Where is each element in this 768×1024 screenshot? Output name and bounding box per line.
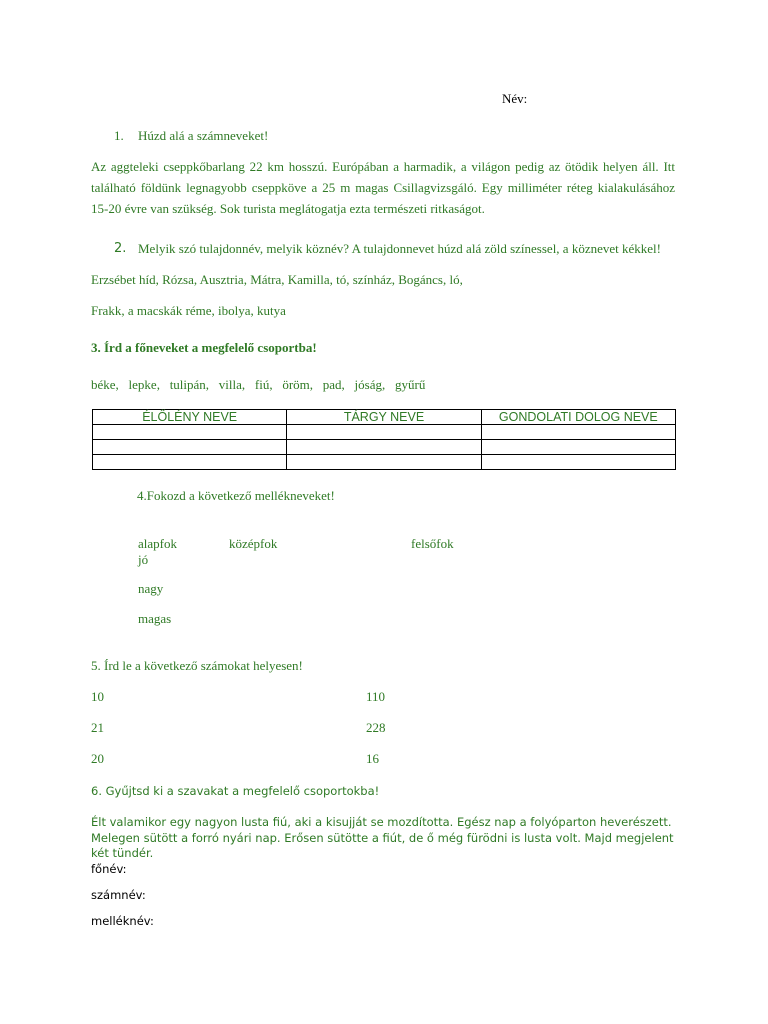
task1-number: 1. [114,128,124,143]
adjective-word: jó [138,552,149,567]
table-cell[interactable] [93,455,287,470]
task2-line2: Frakk, a macskák réme, ibolya, kutya [91,303,286,318]
task2-line1: Erzsébet híd, Rózsa, Ausztria, Mátra, Kamilla, tó, színház, Bogáncs, ló, [91,272,463,287]
number-item: 228 [366,720,386,735]
table-header-row [93,410,676,425]
task1-title: Húzd alá a számneveket! [138,128,269,143]
number-item: 110 [366,689,386,704]
table-header-abstract: GONDOLATI DOLOG NEVE [481,410,675,425]
noun-category-table [92,409,676,470]
table-cell[interactable] [481,425,675,440]
table-cell[interactable] [481,440,675,455]
name-label: Név: [502,91,528,106]
table-cell[interactable] [287,440,481,455]
task2-number: 2. [114,241,127,256]
table-row [93,455,676,470]
table-cell[interactable] [93,440,287,455]
label-numeral: számnév: [91,888,146,902]
table-cell[interactable] [287,425,481,440]
table-row [93,425,676,440]
task3-title: 3. Írd a főneveket a megfelelő csoportba! [91,340,317,355]
task5-title: 5. Írd le a következő számokat helyesen! [91,658,303,673]
table-header-object: TÁRGY NEVE [287,410,481,425]
table-row [93,440,676,455]
task6-title: 6. Gyűjtsd ki a szavakat a megfelelő csoportokba! [91,784,380,798]
number-item: 21 [91,720,104,735]
task4-title: 4.Fokozd a következő mellékneveket! [137,488,335,503]
table-cell[interactable] [93,425,287,440]
table-header-living: ÉLŐLÉNY NEVE [93,410,287,425]
label-adjective: melléknév: [91,914,154,928]
adjective-word: magas [138,611,172,626]
table-cell[interactable] [481,455,675,470]
task6-text: Élt valamikor egy nagyon lusta fiú, aki a kisujját se mozdította. Egész nap a folyóparton heverészett. Melegen sütött a forró nyári nap. Erősen sütötte a fiút, de ő még fürödni is lusta volt. Majd megjelent két tündér. [91,815,674,860]
degree-basic-label: alapfok [138,536,177,551]
task2-title: Melyik szó tulajdonnév, melyik köznév? A tulajdonnevet húzd alá zöld színessel, a köznevet kékkel! [138,241,661,256]
number-item: 16 [366,751,379,766]
degree-superlative-label: felsőfok [411,536,454,551]
task3-words: béke, lepke, tulipán, villa, fiú, öröm, pad, jóság, gyűrű [91,377,426,392]
label-noun: főnév: [91,862,127,876]
table-cell[interactable] [287,455,481,470]
number-item: 10 [91,689,104,704]
degree-comparative-label: középfok [229,536,278,551]
task1-text: Az aggteleki cseppkőbarlang 22 km hosszú. Európában a harmadik, a világon pedig az ötödik helyen áll. Itt található földünk legnagyobb cseppköve a 25 m magas Csillagvizsgáló. Egy milliméter réteg kialakulásához 15-20 évre van szükség. Sok turista meglátogatja ezta természeti ritkaságot. [91,159,675,216]
number-item: 20 [91,751,104,766]
adjective-word: nagy [138,581,164,596]
